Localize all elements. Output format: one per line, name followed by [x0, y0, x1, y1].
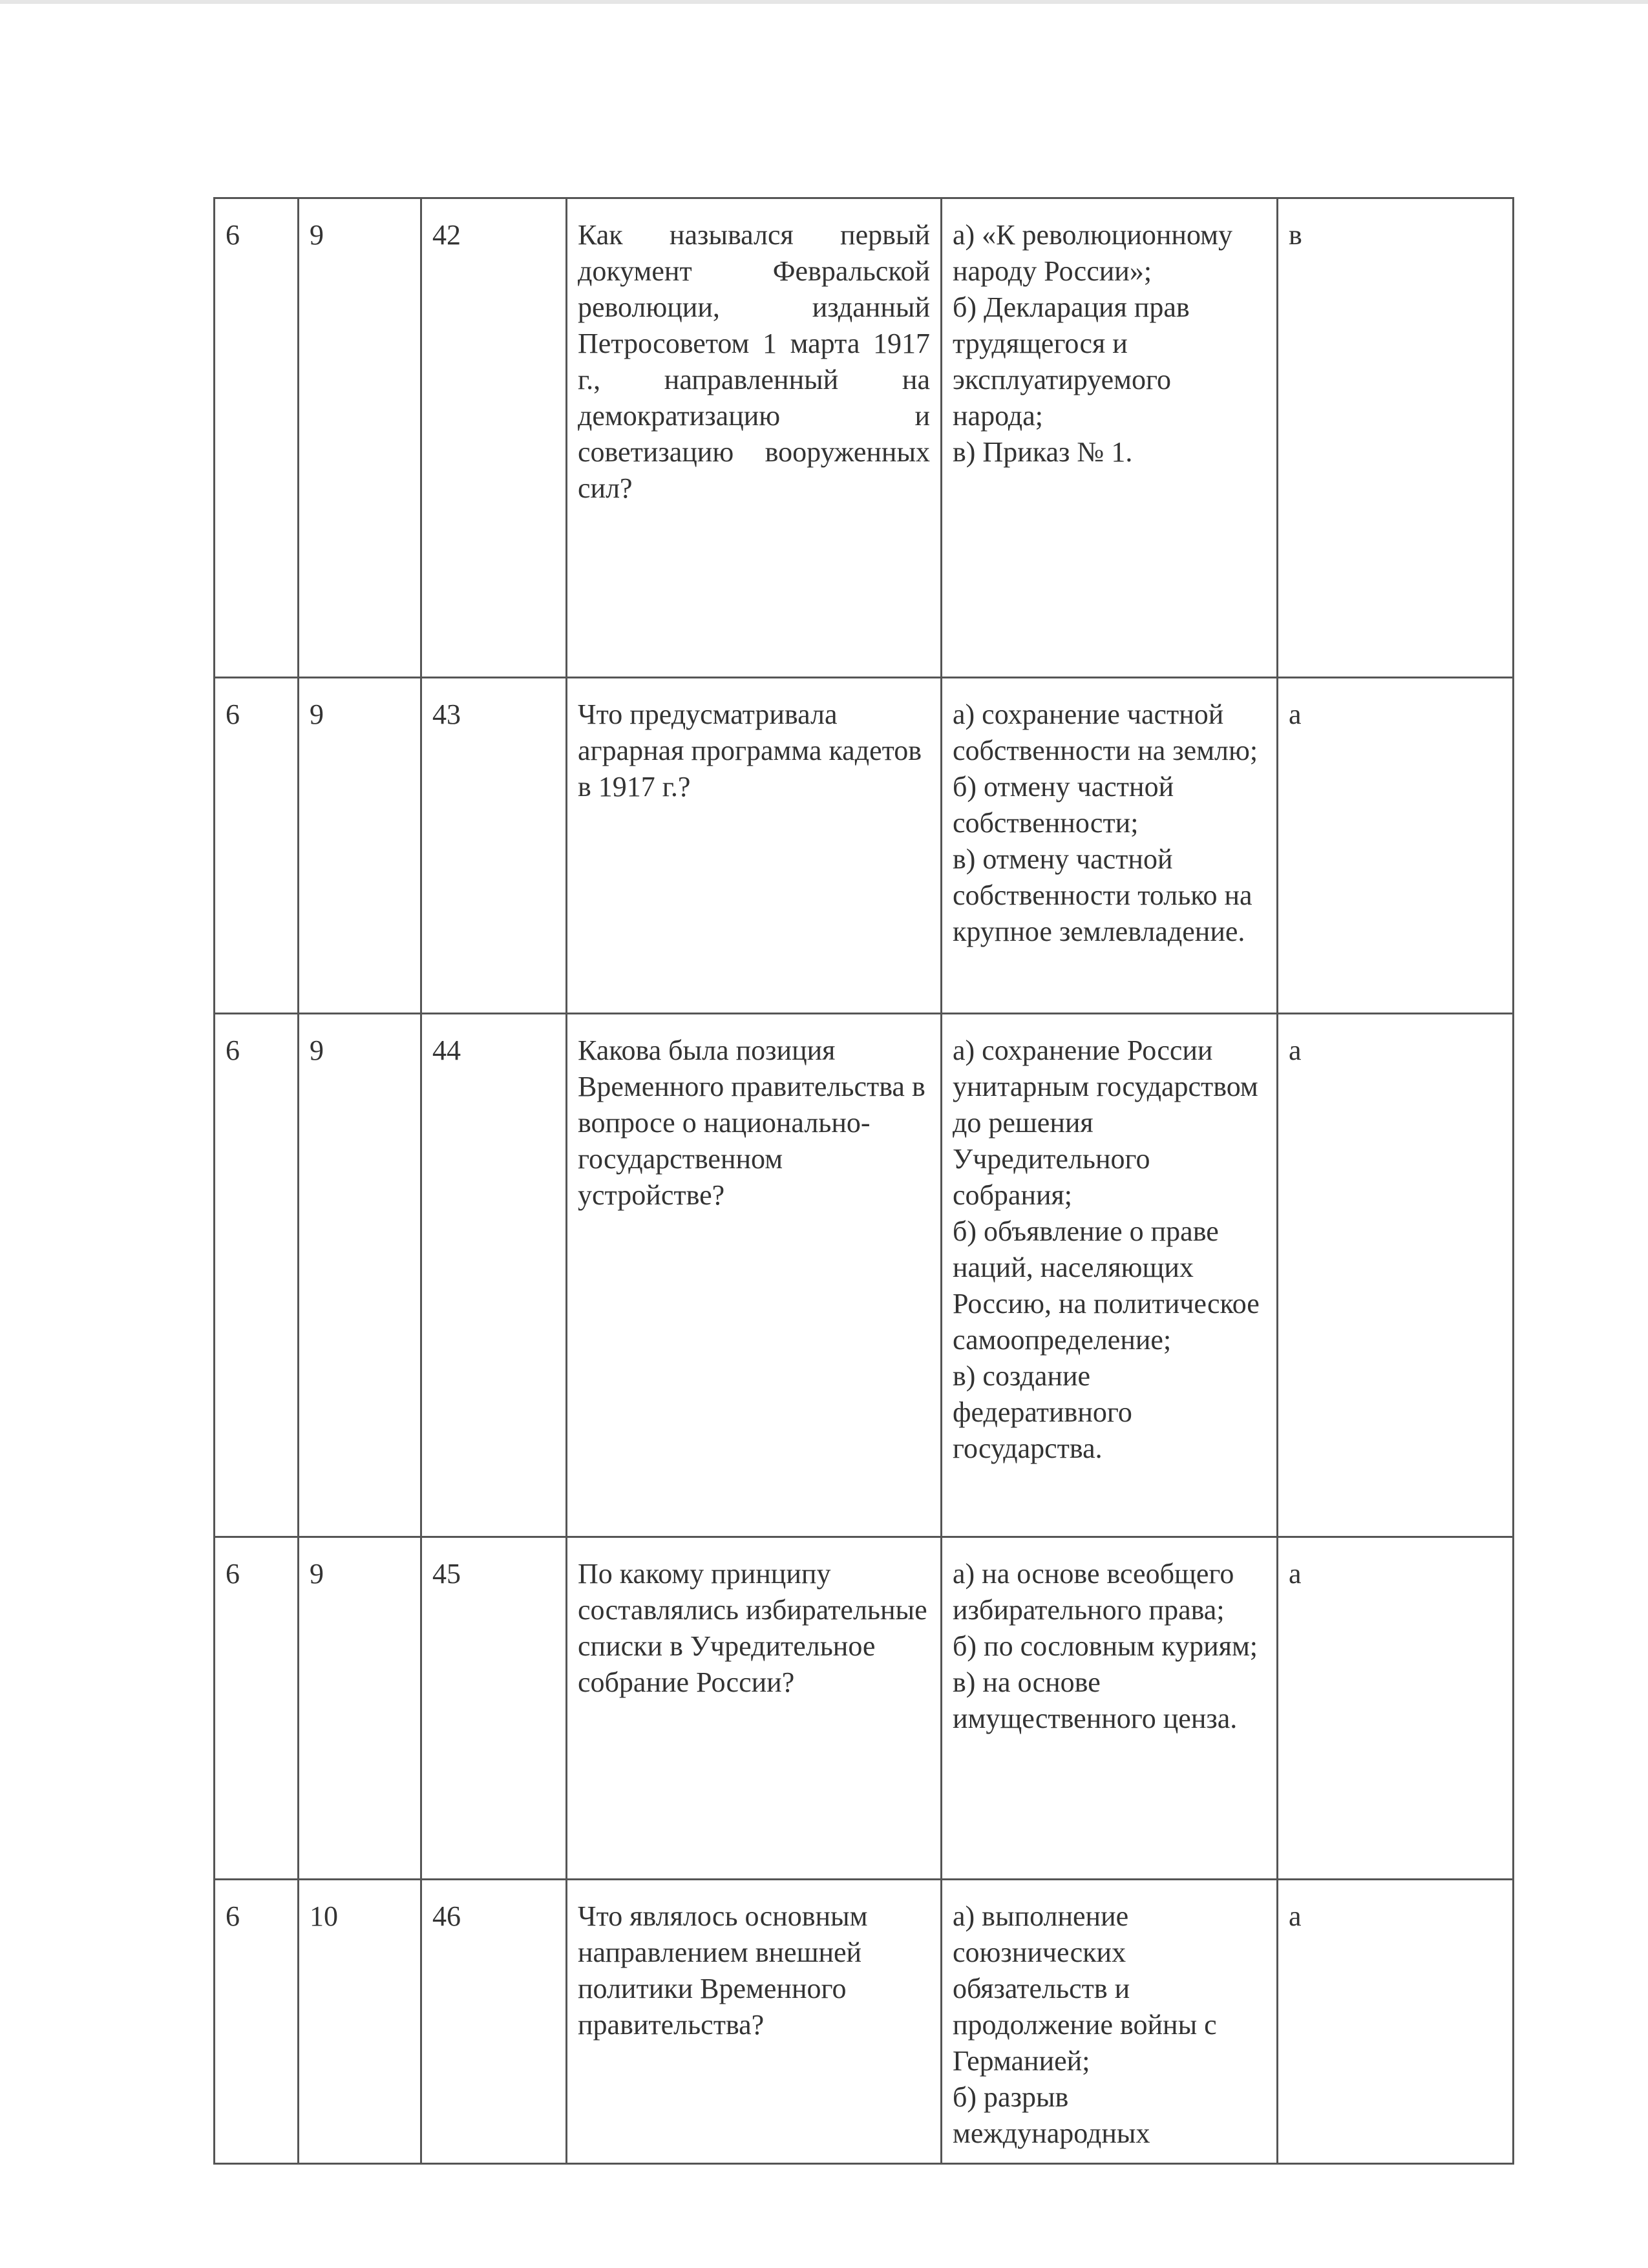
questions-table [213, 197, 1514, 2165]
question-cell: По какому принципу составлялись избирательные списки в Учредительное собрание России? [567, 1537, 942, 1880]
options-cell [942, 678, 1278, 1014]
section-cell: 6 [215, 1537, 299, 1880]
question-cell: Что предусматривала аграрная программа кадетов в 1917 г.? [567, 678, 942, 1014]
options-cell [942, 198, 1278, 678]
options-cell [942, 1014, 1278, 1537]
scan-edge [0, 0, 1648, 4]
question-cell: Как назывался первый документ Февральской революции, изданный Петросоветом 1 марта 1917 г., направленный на демократизацию и советизацию вооруженных сил? [567, 198, 942, 678]
option-a: а) сохранение частной собственности на землю; [953, 698, 1258, 766]
section-cell: 6 [215, 1880, 299, 2164]
table-row [215, 1880, 1514, 2164]
option-b: б) Декларация прав трудящегося и эксплуатируемого народа; [953, 291, 1190, 432]
number-cell: 43 [421, 678, 567, 1014]
answer-cell: а [1278, 1880, 1514, 2164]
question-cell: Какова была позиция Временного правительства в вопросе о национально-государственном устройстве? [567, 1014, 942, 1537]
option-b: б) разрыв международных [953, 2081, 1150, 2149]
options-cell [942, 1537, 1278, 1880]
answer-cell: а [1278, 1537, 1514, 1880]
section-cell: 6 [215, 678, 299, 1014]
option-b: б) по сословным куриям; [953, 1630, 1258, 1662]
option-c: в) отмену частной собственности только на крупное землевладение. [953, 843, 1252, 947]
number-cell: 44 [421, 1014, 567, 1537]
lesson-cell: 9 [299, 1014, 421, 1537]
table-row [215, 678, 1514, 1014]
option-a: а) на основе всеобщего избирательного права; [953, 1558, 1234, 1626]
option-c: в) на основе имущественного ценза. [953, 1666, 1238, 1734]
lesson-cell: 9 [299, 678, 421, 1014]
option-a: а) сохранение России унитарным государством до решения Учредительного собрания; [953, 1034, 1258, 1211]
number-cell: 46 [421, 1880, 567, 2164]
option-c: в) создание федеративного государства. [953, 1360, 1132, 1464]
answer-cell: а [1278, 1014, 1514, 1537]
question-cell: Что являлось основным направлением внешней политики Временного правительства? [567, 1880, 942, 2164]
table-row [215, 198, 1514, 678]
answer-cell: а [1278, 678, 1514, 1014]
option-a: а) «К революционному народу России»; [953, 219, 1232, 287]
option-b: б) отмену частной собственности; [953, 771, 1174, 839]
section-cell: 6 [215, 1014, 299, 1537]
option-a: а) выполнение союзнических обязательств и продолжение войны с Германией; [953, 1900, 1217, 2077]
table-row [215, 1014, 1514, 1537]
option-b: б) объявление о праве наций, населяющих Россию, на политическое самоопределение; [953, 1215, 1260, 1356]
options-cell [942, 1880, 1278, 2164]
lesson-cell: 10 [299, 1880, 421, 2164]
option-c: в) Приказ № 1. [953, 436, 1133, 468]
lesson-cell: 9 [299, 1537, 421, 1880]
lesson-cell: 9 [299, 198, 421, 678]
table-row [215, 1537, 1514, 1880]
number-cell: 42 [421, 198, 567, 678]
number-cell: 45 [421, 1537, 567, 1880]
section-cell: 6 [215, 198, 299, 678]
answer-cell: в [1278, 198, 1514, 678]
